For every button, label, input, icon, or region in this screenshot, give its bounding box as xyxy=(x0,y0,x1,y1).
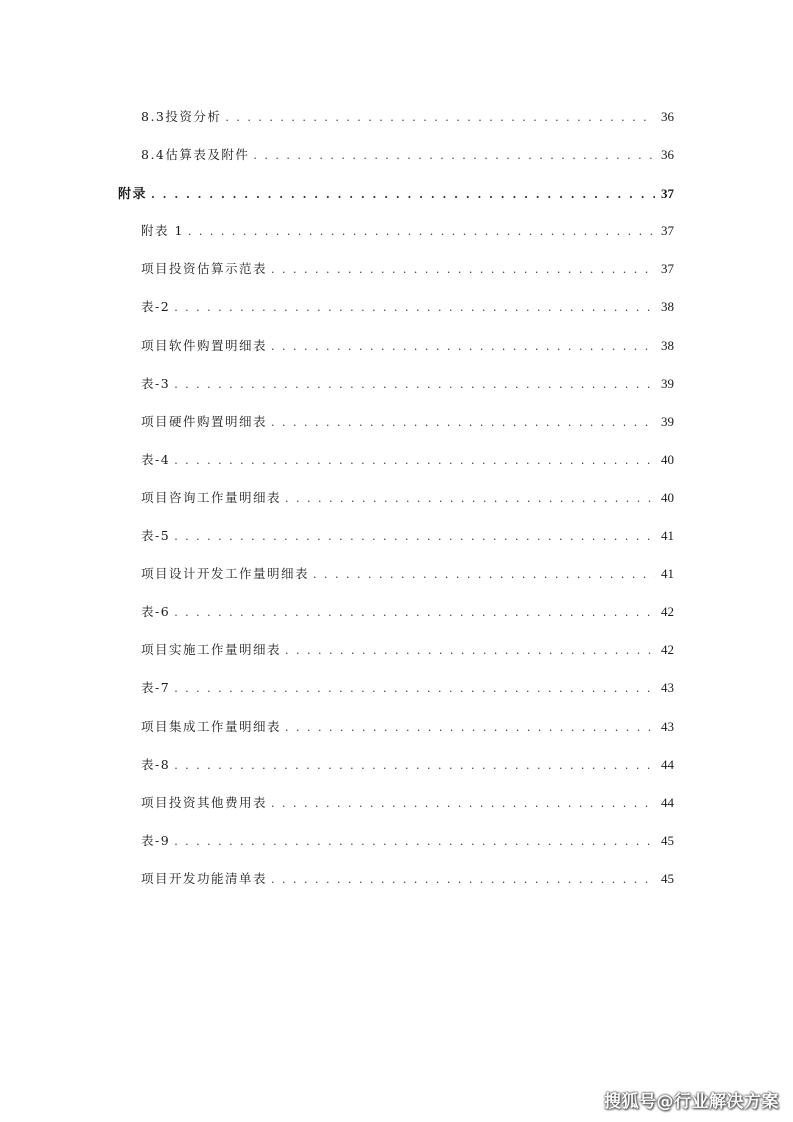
toc-entry-page: 45 xyxy=(661,833,674,848)
toc-entry-page: 41 xyxy=(661,528,674,543)
toc-entry-page: 40 xyxy=(661,452,674,467)
toc-leader-dots xyxy=(174,530,655,543)
toc-entry[interactable] xyxy=(141,869,674,889)
toc-leader-dots xyxy=(174,682,655,695)
toc-entry-title: 项目开发功能清单表 xyxy=(141,871,268,886)
toc-entry-title: 表-9 xyxy=(141,833,171,848)
toc-entry[interactable] xyxy=(141,526,674,546)
toc-entry-title: 表-5 xyxy=(141,528,171,543)
toc-entry[interactable] xyxy=(141,336,674,356)
toc-entry-title: 表-4 xyxy=(141,452,171,467)
toc-entry-page: 36 xyxy=(661,147,674,162)
toc-leader-dots xyxy=(151,188,655,201)
toc-leader-dots xyxy=(174,454,655,467)
toc-entry-title: 项目投资其他费用表 xyxy=(141,795,268,810)
toc-leader-dots xyxy=(225,111,655,124)
toc-entry-title: 项目软件购置明细表 xyxy=(141,338,268,353)
toc-entry-title: 项目设计开发工作量明细表 xyxy=(141,566,310,581)
toc-entry-title: 项目集成工作量明细表 xyxy=(141,719,282,734)
toc-entry-page: 42 xyxy=(661,604,674,619)
toc-entry[interactable] xyxy=(141,450,674,470)
toc-entry-title: 项目咨询工作量明细表 xyxy=(141,490,282,505)
toc-leader-dots xyxy=(285,644,655,657)
toc-leader-dots xyxy=(271,263,655,276)
toc-entry-title: 项目硬件购置明细表 xyxy=(141,414,268,429)
toc-entry[interactable] xyxy=(141,678,674,698)
toc-entry-page: 43 xyxy=(661,680,674,695)
toc-entry[interactable] xyxy=(141,221,674,241)
toc-entry[interactable] xyxy=(141,297,674,317)
toc-entry[interactable] xyxy=(141,374,674,394)
toc-entry[interactable] xyxy=(141,793,674,813)
toc-entry[interactable] xyxy=(141,488,674,508)
toc-entry-page: 37 xyxy=(661,261,674,276)
toc-entry-title: 表-8 xyxy=(141,757,171,772)
toc-entry-page: 43 xyxy=(661,719,674,734)
toc-leader-dots xyxy=(188,225,655,238)
toc-entry[interactable] xyxy=(141,145,674,165)
toc-entry[interactable] xyxy=(141,831,674,851)
toc-entry-page: 41 xyxy=(661,566,674,581)
toc-leader-dots xyxy=(285,492,655,505)
toc-entry[interactable] xyxy=(118,183,674,203)
toc-leader-dots xyxy=(174,606,655,619)
toc-entry-page: 36 xyxy=(661,109,674,124)
toc-entry-title: 附录 xyxy=(118,187,148,202)
toc-leader-dots xyxy=(174,835,655,848)
toc-leader-dots xyxy=(271,873,655,886)
toc-leader-dots xyxy=(271,416,655,429)
toc-entry-title: 表-7 xyxy=(141,680,171,695)
toc-leader-dots xyxy=(313,568,655,581)
toc-leader-dots xyxy=(174,759,655,772)
toc-entry[interactable] xyxy=(141,755,674,775)
toc-leader-dots xyxy=(271,340,655,353)
toc-entry-page: 40 xyxy=(661,490,674,505)
toc-entry-title: 项目投资估算示范表 xyxy=(141,261,268,276)
toc-leader-dots xyxy=(253,149,655,162)
toc-leader-dots xyxy=(174,301,655,314)
toc-entry-title: 附表 1 xyxy=(141,223,184,238)
toc-leader-dots xyxy=(174,378,655,391)
toc-entry-title: 项目实施工作量明细表 xyxy=(141,642,282,657)
watermark-text: 搜狐号@行业解决方案 xyxy=(604,1092,779,1112)
toc-entry[interactable] xyxy=(141,717,674,737)
toc-entry[interactable] xyxy=(141,602,674,622)
toc-entry-page: 44 xyxy=(661,757,674,772)
toc-leader-dots xyxy=(285,721,655,734)
toc-entry-page: 45 xyxy=(661,871,674,886)
toc-entry-page: 44 xyxy=(661,795,674,810)
toc-entry-page: 37 xyxy=(661,186,674,201)
toc-entry-page: 38 xyxy=(661,299,674,314)
toc-entry-title: 表-3 xyxy=(141,376,171,391)
toc-entry[interactable] xyxy=(141,412,674,432)
toc-entry-title: 8.4估算表及附件 xyxy=(141,147,250,162)
toc-entry-title: 表-6 xyxy=(141,604,171,619)
toc-entry[interactable] xyxy=(141,564,674,584)
toc-entry[interactable] xyxy=(141,107,674,127)
toc-entry-page: 39 xyxy=(661,414,674,429)
toc-entry-page: 37 xyxy=(661,223,674,238)
toc-entry[interactable] xyxy=(141,640,674,660)
toc-entry-page: 38 xyxy=(661,338,674,353)
toc-entry-page: 39 xyxy=(661,376,674,391)
toc-leader-dots xyxy=(271,797,655,810)
toc-entry-title: 8.3投资分析 xyxy=(141,109,222,124)
toc-entry-page: 42 xyxy=(661,642,674,657)
toc-entry-title: 表-2 xyxy=(141,299,171,314)
toc-entry[interactable] xyxy=(141,259,674,279)
